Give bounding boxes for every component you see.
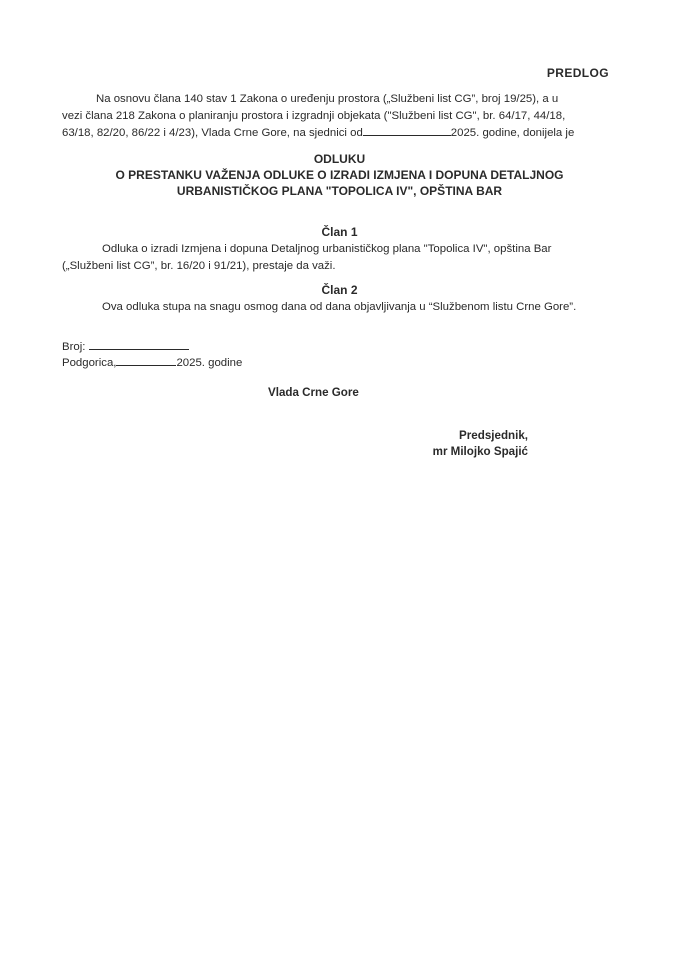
reference-number-label: Broj: xyxy=(62,341,86,353)
article-2-heading: Član 2 xyxy=(321,283,358,297)
decision-title xyxy=(0,167,679,199)
reference-date xyxy=(62,355,242,372)
preamble xyxy=(62,91,614,142)
reference-date-blank xyxy=(116,365,176,366)
article-1-line-2: („Službeni list CG”, br. 16/20 i 91/21), prestaje da važi. xyxy=(62,260,336,272)
decision-title-line-2: URBANISTIČKOG PLANA "TOPOLICA IV", OPŠTINA BAR xyxy=(176,184,503,198)
article-1-heading: Član 1 xyxy=(321,225,358,239)
issuer: Vlada Crne Gore xyxy=(268,386,359,399)
decision-type: ODLUKU xyxy=(313,152,366,166)
reference-number xyxy=(62,339,189,356)
article-2-line-1: Ova odluka stupa na snagu osmog dana od dana objavljivanja u “Službenom listu Crne Gore”. xyxy=(102,301,577,313)
proposal-label: PREDLOG xyxy=(546,66,609,80)
article-1-body xyxy=(62,241,622,275)
article-1-line-1: Odluka o izradi Izmjena i dopuna Detaljnog urbanističkog plana "Topolica IV", opština Bar xyxy=(102,243,552,255)
preamble-line-2: vezi člana 218 Zakona o planiranju prostora i izgradnji objekata ("Službeni list CG", br. 64/17, 44/18, xyxy=(62,110,566,122)
signatory-role: Predsjednik, xyxy=(459,429,528,442)
reference-place: Podgorica, xyxy=(62,357,117,369)
preamble-line-3-end: 2025. godine, donijela je xyxy=(450,127,575,139)
preamble-line-1: Na osnovu člana 140 stav 1 Zakona o uređenju prostora („Službeni list CG”, broj 19/25), a u xyxy=(96,93,559,105)
reference-number-blank xyxy=(89,349,189,350)
signatory-name: mr Milojko Spajić xyxy=(432,445,528,458)
article-2-body xyxy=(62,299,622,316)
preamble-line-3-start: 63/18, 82/20, 86/22 i 4/23), Vlada Crne Gore, na sjednici od xyxy=(62,127,363,139)
session-date-blank xyxy=(363,135,451,136)
reference-year: 2025. godine xyxy=(176,357,243,369)
preamble-line-3 xyxy=(62,125,614,142)
decision-title-line-1: O PRESTANKU VAŽENJA ODLUKE O IZRADI IZMJENA I DOPUNA DETALJNOG xyxy=(115,168,564,182)
signature-block xyxy=(418,428,528,460)
